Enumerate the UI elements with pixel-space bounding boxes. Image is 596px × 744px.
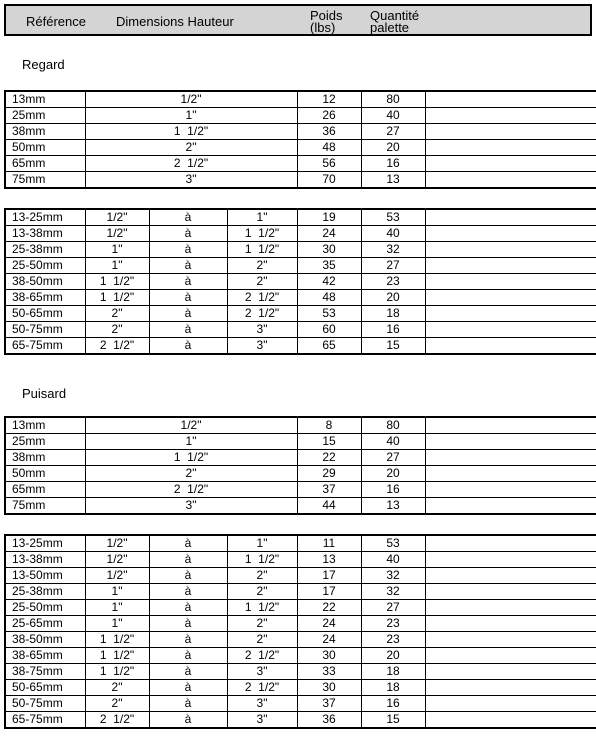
cell-poids: 12 — [297, 91, 361, 108]
table-row — [5, 108, 596, 124]
cell-empty — [425, 648, 596, 664]
cell-poids: 24 — [297, 226, 361, 242]
table-row — [5, 552, 596, 568]
cell-empty — [425, 535, 596, 552]
cell-empty — [425, 156, 596, 172]
cell-quantite: 20 — [361, 648, 425, 664]
cell-quantite: 32 — [361, 584, 425, 600]
cell-poids: 26 — [297, 108, 361, 124]
cell-height: 1/2" — [85, 417, 297, 434]
cell-poids: 65 — [297, 338, 361, 355]
cell-reference: 38-65mm — [5, 648, 85, 664]
header-dimensions: Dimensions Hauteur — [116, 14, 234, 29]
cell-height-to: 2" — [227, 568, 297, 584]
header-poids — [310, 10, 343, 34]
cell-height-from: 1" — [85, 242, 149, 258]
cell-empty — [425, 209, 596, 226]
cell-height-separator: à — [149, 568, 227, 584]
table-row — [5, 209, 596, 226]
cell-height-from: 2 1/2" — [85, 338, 149, 355]
cell-empty — [425, 290, 596, 306]
cell-poids: 30 — [297, 242, 361, 258]
table-header — [4, 4, 592, 36]
cell-quantite: 27 — [361, 600, 425, 616]
cell-reference: 13-50mm — [5, 568, 85, 584]
cell-reference: 13-38mm — [5, 552, 85, 568]
cell-empty — [425, 140, 596, 156]
cell-poids: 56 — [297, 156, 361, 172]
cell-poids: 22 — [297, 450, 361, 466]
cell-empty — [425, 680, 596, 696]
cell-height: 2 1/2" — [85, 156, 297, 172]
table-row — [5, 466, 596, 482]
cell-reference: 25-50mm — [5, 258, 85, 274]
table-row — [5, 450, 596, 466]
table-row — [5, 306, 596, 322]
cell-empty — [425, 258, 596, 274]
cell-reference: 38-50mm — [5, 274, 85, 290]
cell-empty — [425, 226, 596, 242]
cell-height-from: 1/2" — [85, 552, 149, 568]
cell-height-to: 3" — [227, 322, 297, 338]
cell-quantite: 40 — [361, 552, 425, 568]
cell-reference: 65mm — [5, 482, 85, 498]
cell-empty — [425, 584, 596, 600]
cell-poids: 37 — [297, 696, 361, 712]
cell-height-to: 1 1/2" — [227, 552, 297, 568]
cell-poids: 36 — [297, 712, 361, 729]
cell-height-to: 3" — [227, 712, 297, 729]
cell-reference: 25-50mm — [5, 600, 85, 616]
cell-height-separator: à — [149, 209, 227, 226]
cell-height: 1 1/2" — [85, 124, 297, 140]
cell-height-separator: à — [149, 648, 227, 664]
table-regard-single — [4, 90, 596, 189]
cell-reference: 38mm — [5, 124, 85, 140]
cell-height-from: 2" — [85, 322, 149, 338]
cell-poids: 53 — [297, 306, 361, 322]
cell-reference: 13-25mm — [5, 209, 85, 226]
cell-height-separator: à — [149, 226, 227, 242]
cell-reference: 38-75mm — [5, 664, 85, 680]
cell-height: 2" — [85, 140, 297, 156]
cell-quantite: 15 — [361, 712, 425, 729]
cell-reference: 13mm — [5, 91, 85, 108]
cell-poids: 30 — [297, 680, 361, 696]
table-puisard-single — [4, 416, 596, 515]
table-row — [5, 172, 596, 189]
cell-poids: 70 — [297, 172, 361, 189]
cell-height-from: 1 1/2" — [85, 664, 149, 680]
cell-height-to: 3" — [227, 338, 297, 355]
cell-height-separator: à — [149, 584, 227, 600]
cell-poids: 17 — [297, 568, 361, 584]
cell-height-separator: à — [149, 664, 227, 680]
cell-height-from: 2" — [85, 696, 149, 712]
cell-empty — [425, 600, 596, 616]
cell-poids: 19 — [297, 209, 361, 226]
cell-empty — [425, 696, 596, 712]
cell-empty — [425, 172, 596, 189]
cell-poids: 24 — [297, 632, 361, 648]
cell-reference: 25mm — [5, 434, 85, 450]
cell-height: 2" — [85, 466, 297, 482]
cell-height-separator: à — [149, 274, 227, 290]
cell-reference: 13mm — [5, 417, 85, 434]
cell-reference: 38mm — [5, 450, 85, 466]
cell-height-separator: à — [149, 535, 227, 552]
cell-quantite: 18 — [361, 306, 425, 322]
cell-quantite: 80 — [361, 417, 425, 434]
cell-height-to: 2" — [227, 584, 297, 600]
cell-quantite: 15 — [361, 338, 425, 355]
cell-height-from: 2 1/2" — [85, 712, 149, 729]
table-row — [5, 584, 596, 600]
cell-quantite: 13 — [361, 172, 425, 189]
cell-quantite: 16 — [361, 156, 425, 172]
cell-poids: 17 — [297, 584, 361, 600]
table-row — [5, 680, 596, 696]
header-poids-line1: Poids — [310, 8, 343, 23]
cell-reference: 38-50mm — [5, 632, 85, 648]
cell-reference: 13-38mm — [5, 226, 85, 242]
cell-height: 2 1/2" — [85, 482, 297, 498]
header-qte-line2: palette — [370, 20, 410, 35]
cell-height: 1" — [85, 108, 297, 124]
table-row — [5, 616, 596, 632]
table-row — [5, 664, 596, 680]
table-row — [5, 417, 596, 434]
cell-empty — [425, 434, 596, 450]
table-row — [5, 258, 596, 274]
cell-height-separator: à — [149, 712, 227, 729]
cell-height-separator: à — [149, 680, 227, 696]
cell-reference: 65-75mm — [5, 712, 85, 729]
table-row — [5, 535, 596, 552]
table-row — [5, 338, 596, 355]
cell-quantite: 13 — [361, 498, 425, 515]
cell-height-to: 2 1/2" — [227, 648, 297, 664]
cell-empty — [425, 466, 596, 482]
cell-empty — [425, 664, 596, 680]
cell-reference: 25-65mm — [5, 616, 85, 632]
cell-empty — [425, 124, 596, 140]
cell-height-separator: à — [149, 306, 227, 322]
cell-height-separator: à — [149, 290, 227, 306]
cell-empty — [425, 552, 596, 568]
cell-reference: 50mm — [5, 140, 85, 156]
cell-height-separator: à — [149, 632, 227, 648]
section-title-regard: Regard — [22, 57, 65, 72]
header-qte-line1: Quantité — [370, 8, 420, 23]
table-row — [5, 242, 596, 258]
cell-height: 1" — [85, 434, 297, 450]
cell-reference: 50mm — [5, 466, 85, 482]
cell-reference: 50-75mm — [5, 696, 85, 712]
table-puisard-range — [4, 534, 596, 729]
cell-height: 1 1/2" — [85, 450, 297, 466]
cell-poids: 22 — [297, 600, 361, 616]
cell-height-from: 1/2" — [85, 535, 149, 552]
cell-height: 3" — [85, 498, 297, 515]
cell-height-from: 1/2" — [85, 209, 149, 226]
cell-height-to: 2 1/2" — [227, 290, 297, 306]
cell-empty — [425, 450, 596, 466]
table-regard-range — [4, 208, 596, 355]
cell-quantite: 32 — [361, 568, 425, 584]
cell-empty — [425, 322, 596, 338]
cell-empty — [425, 242, 596, 258]
table-row — [5, 322, 596, 338]
cell-empty — [425, 568, 596, 584]
cell-quantite: 40 — [361, 434, 425, 450]
cell-height-from: 1 1/2" — [85, 290, 149, 306]
cell-height-to: 2 1/2" — [227, 306, 297, 322]
cell-reference: 25mm — [5, 108, 85, 124]
cell-height-separator: à — [149, 338, 227, 355]
cell-poids: 35 — [297, 258, 361, 274]
table-row — [5, 712, 596, 729]
cell-height-from: 1" — [85, 584, 149, 600]
table-row — [5, 434, 596, 450]
cell-empty — [425, 306, 596, 322]
cell-quantite: 16 — [361, 482, 425, 498]
cell-quantite: 27 — [361, 124, 425, 140]
table-row — [5, 124, 596, 140]
cell-height-to: 3" — [227, 696, 297, 712]
table-row — [5, 568, 596, 584]
cell-reference: 75mm — [5, 172, 85, 189]
cell-quantite: 53 — [361, 209, 425, 226]
cell-quantite: 23 — [361, 632, 425, 648]
cell-quantite: 40 — [361, 108, 425, 124]
cell-poids: 29 — [297, 466, 361, 482]
header-poids-line2: (lbs) — [310, 20, 336, 35]
cell-quantite: 23 — [361, 616, 425, 632]
cell-reference: 75mm — [5, 498, 85, 515]
cell-height-from: 1" — [85, 616, 149, 632]
cell-poids: 48 — [297, 140, 361, 156]
cell-poids: 8 — [297, 417, 361, 434]
cell-height-to: 1 1/2" — [227, 242, 297, 258]
cell-reference: 50-65mm — [5, 680, 85, 696]
cell-quantite: 20 — [361, 140, 425, 156]
cell-height-to: 2" — [227, 274, 297, 290]
table-row — [5, 274, 596, 290]
cell-height-from: 1" — [85, 600, 149, 616]
cell-height-to: 1" — [227, 209, 297, 226]
cell-quantite: 16 — [361, 322, 425, 338]
cell-height: 1/2" — [85, 91, 297, 108]
cell-poids: 11 — [297, 535, 361, 552]
cell-height-from: 1 1/2" — [85, 648, 149, 664]
cell-reference: 13-25mm — [5, 535, 85, 552]
cell-quantite: 18 — [361, 664, 425, 680]
table-row — [5, 498, 596, 515]
section-title-puisard: Puisard — [22, 386, 67, 401]
header-quantite — [370, 10, 419, 34]
cell-height-to: 1" — [227, 535, 297, 552]
cell-empty — [425, 712, 596, 729]
cell-quantite: 16 — [361, 696, 425, 712]
cell-quantite: 40 — [361, 226, 425, 242]
cell-height-from: 1" — [85, 258, 149, 274]
cell-height-to: 3" — [227, 664, 297, 680]
cell-reference: 65-75mm — [5, 338, 85, 355]
cell-poids: 44 — [297, 498, 361, 515]
cell-empty — [425, 616, 596, 632]
cell-empty — [425, 338, 596, 355]
cell-empty — [425, 108, 596, 124]
cell-height: 3" — [85, 172, 297, 189]
cell-poids: 60 — [297, 322, 361, 338]
cell-quantite: 23 — [361, 274, 425, 290]
cell-height-to: 2" — [227, 616, 297, 632]
cell-quantite: 53 — [361, 535, 425, 552]
table-row — [5, 632, 596, 648]
cell-height-separator: à — [149, 258, 227, 274]
cell-empty — [425, 91, 596, 108]
cell-height-to: 2" — [227, 258, 297, 274]
cell-reference: 38-65mm — [5, 290, 85, 306]
cell-poids: 30 — [297, 648, 361, 664]
cell-quantite: 20 — [361, 466, 425, 482]
cell-height-to: 2 1/2" — [227, 680, 297, 696]
cell-poids: 36 — [297, 124, 361, 140]
cell-height-separator: à — [149, 616, 227, 632]
table-row — [5, 482, 596, 498]
cell-poids: 13 — [297, 552, 361, 568]
cell-reference: 50-65mm — [5, 306, 85, 322]
cell-height-from: 1/2" — [85, 568, 149, 584]
cell-poids: 37 — [297, 482, 361, 498]
table-row — [5, 226, 596, 242]
cell-poids: 42 — [297, 274, 361, 290]
table-row — [5, 140, 596, 156]
table-row — [5, 600, 596, 616]
table-row — [5, 91, 596, 108]
cell-height-to: 2" — [227, 632, 297, 648]
cell-reference: 65mm — [5, 156, 85, 172]
table-row — [5, 290, 596, 306]
cell-poids: 15 — [297, 434, 361, 450]
cell-height-separator: à — [149, 552, 227, 568]
table-row — [5, 156, 596, 172]
cell-empty — [425, 482, 596, 498]
cell-poids: 24 — [297, 616, 361, 632]
cell-height-separator: à — [149, 600, 227, 616]
cell-quantite: 32 — [361, 242, 425, 258]
cell-quantite: 80 — [361, 91, 425, 108]
cell-empty — [425, 274, 596, 290]
table-row — [5, 696, 596, 712]
cell-reference: 50-75mm — [5, 322, 85, 338]
cell-height-to: 1 1/2" — [227, 600, 297, 616]
cell-empty — [425, 417, 596, 434]
cell-height-to: 1 1/2" — [227, 226, 297, 242]
header-reference: Référence — [26, 14, 86, 29]
cell-height-separator: à — [149, 322, 227, 338]
cell-poids: 33 — [297, 664, 361, 680]
cell-quantite: 27 — [361, 258, 425, 274]
cell-reference: 25-38mm — [5, 242, 85, 258]
cell-empty — [425, 632, 596, 648]
cell-height-from: 1 1/2" — [85, 632, 149, 648]
cell-height-from: 2" — [85, 306, 149, 322]
cell-poids: 48 — [297, 290, 361, 306]
cell-height-separator: à — [149, 242, 227, 258]
cell-quantite: 27 — [361, 450, 425, 466]
cell-empty — [425, 498, 596, 515]
cell-height-from: 2" — [85, 680, 149, 696]
cell-reference: 25-38mm — [5, 584, 85, 600]
cell-quantite: 20 — [361, 290, 425, 306]
cell-height-separator: à — [149, 696, 227, 712]
table-row — [5, 648, 596, 664]
cell-height-from: 1 1/2" — [85, 274, 149, 290]
cell-height-from: 1/2" — [85, 226, 149, 242]
cell-quantite: 18 — [361, 680, 425, 696]
